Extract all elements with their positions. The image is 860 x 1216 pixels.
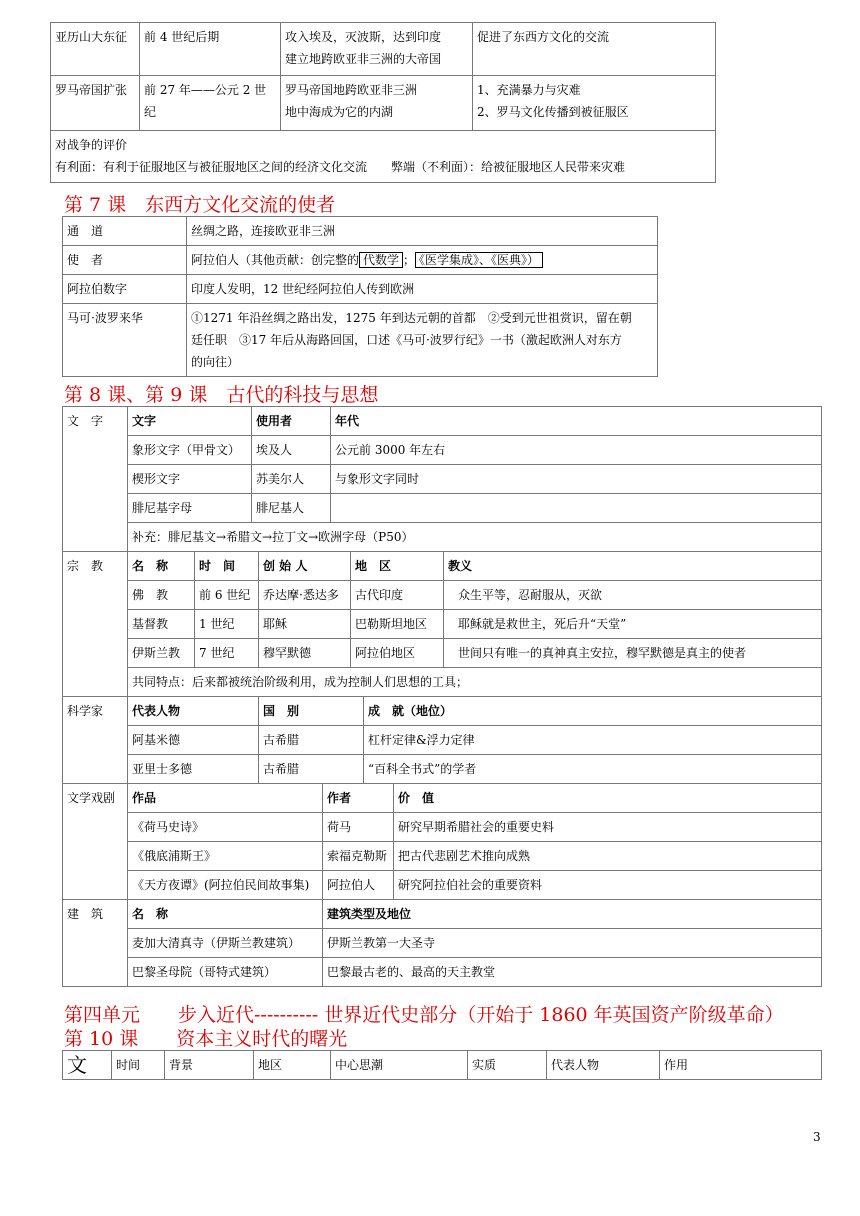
line: 1、充满暴力与灾难 xyxy=(477,83,581,97)
cell: 《荷马史诗》 xyxy=(128,813,323,842)
cell: 古希腊 xyxy=(259,726,364,755)
cell: 建筑类型及地位 xyxy=(323,900,822,929)
cell: 腓尼基字母 xyxy=(128,494,252,523)
cell: 亚历山大东征 xyxy=(51,23,140,76)
cell: 1 世纪 xyxy=(195,610,259,639)
cell: 把古代悲剧艺术推向成熟 xyxy=(394,842,822,871)
line: 建立地跨欧亚非三洲的大帝国 xyxy=(285,52,442,66)
cell: 文 xyxy=(63,1051,112,1080)
table-row xyxy=(128,929,821,958)
cell: 《俄底浦斯王》 xyxy=(128,842,323,871)
cell: “百科全书式”的学者 xyxy=(364,755,822,784)
table-row xyxy=(128,639,821,668)
lesson-7-table xyxy=(62,216,658,377)
sub-table xyxy=(128,784,821,899)
section-label: 宗 教 xyxy=(63,552,128,697)
cell: 阿拉伯人 xyxy=(323,871,394,900)
boxed-text: 《医学集成》、《医典》） xyxy=(415,252,543,268)
table-row xyxy=(63,552,822,697)
text: ； xyxy=(403,253,416,267)
cell: 与象形文字同时 xyxy=(331,465,822,494)
cell: 基督教 xyxy=(128,610,195,639)
table-row xyxy=(128,552,821,581)
cell xyxy=(473,23,716,76)
cell: 通 道 xyxy=(63,217,187,246)
cell: 前 6 世纪 xyxy=(195,581,259,610)
cell: 年代 xyxy=(331,407,822,436)
cell: 代表人物 xyxy=(128,697,259,726)
cell: 伊斯兰教 xyxy=(128,639,195,668)
cell: 亚里士多德 xyxy=(128,755,259,784)
cell: 伊斯兰教第一大圣寺 xyxy=(323,929,822,958)
cell: 苏美尔人 xyxy=(252,465,331,494)
eval-text: 有利面：有利于征服地区与被征服地区之间的经济文化交流 弊端（不利面）：给被征服地区人民带来灾难 xyxy=(55,160,626,174)
cell: 麦加大清真寺（伊斯兰教建筑） xyxy=(128,929,323,958)
cell: 使用者 xyxy=(252,407,331,436)
table-row xyxy=(128,697,821,726)
cell: 背景 xyxy=(165,1051,254,1080)
cell: 马可·波罗来华 xyxy=(63,304,187,377)
cell: 文字 xyxy=(128,407,252,436)
cell: 作品 xyxy=(128,784,323,813)
cell: 7 世纪 xyxy=(195,639,259,668)
table-row xyxy=(51,131,716,183)
sub-table xyxy=(128,552,821,696)
table-row xyxy=(63,217,658,246)
table-row xyxy=(128,465,821,494)
section-label: 建 筑 xyxy=(63,900,128,987)
table-row xyxy=(128,668,821,697)
table-row xyxy=(128,523,821,552)
table-row xyxy=(63,900,822,987)
cell xyxy=(281,23,473,76)
table-row xyxy=(63,407,822,552)
eval-title: 对战争的评价 xyxy=(55,138,128,152)
table-row xyxy=(128,813,821,842)
cell: 研究早期希腊社会的重要史料 xyxy=(394,813,822,842)
cell: 乔达摩·悉达多 xyxy=(259,581,351,610)
boxed-text: 代数学 xyxy=(359,252,403,268)
table-row xyxy=(128,581,821,610)
cell: 使 者 xyxy=(63,246,187,275)
cell xyxy=(331,494,822,523)
cell: 前 4 世纪后期 xyxy=(140,23,281,76)
cell: 佛 教 xyxy=(128,581,195,610)
line: ①1271 年沿丝绸之路出发，1275 年到达元朝的首都 ②受到元世祖赏识，留在朝 xyxy=(191,311,632,325)
cell: 价 值 xyxy=(394,784,822,813)
unit-4-heading: 第四单元 步入近代---------- 世界近代史部分（开始于 1860 年英国资产阶级革命） xyxy=(64,1004,784,1026)
table-row xyxy=(128,610,821,639)
table-row xyxy=(51,23,716,76)
cell: 作用 xyxy=(660,1051,822,1080)
section-label: 科学家 xyxy=(63,697,128,784)
cell xyxy=(51,131,716,183)
cell: 国 别 xyxy=(259,697,364,726)
cell: 耶稣就是救世主，死后升“天堂” xyxy=(444,610,822,639)
line: 廷任职 ③17 年后从海路回国，口述《马可·波罗行纪》一书（激起欧洲人对东方 xyxy=(191,333,622,347)
cell: 代表人物 xyxy=(547,1051,660,1080)
table-row xyxy=(63,246,658,275)
table-row xyxy=(63,1051,822,1080)
cell: 教义 xyxy=(444,552,822,581)
cell: 荷马 xyxy=(323,813,394,842)
cell xyxy=(187,304,658,377)
table-row xyxy=(63,697,822,784)
table-row xyxy=(128,726,821,755)
cell: 阿拉伯数字 xyxy=(63,275,187,304)
lesson-8-9-table xyxy=(62,406,822,987)
page-number: 3 xyxy=(813,1130,821,1144)
cell: 成 就（地位） xyxy=(364,697,822,726)
line: 2、罗马文化传播到被征服区 xyxy=(477,105,629,119)
cell: 丝绸之路，连接欧亚非三洲 xyxy=(187,217,658,246)
cell: 《天方夜谭》(阿拉伯民间故事集) xyxy=(128,871,323,900)
cell: 阿基米德 xyxy=(128,726,259,755)
cell: 古希腊 xyxy=(259,755,364,784)
cell: 索福克勒斯 xyxy=(323,842,394,871)
table-row xyxy=(63,784,822,900)
table-row xyxy=(128,900,821,929)
line: 促进了东西方文化的交流 xyxy=(477,30,610,44)
sub-table xyxy=(128,407,821,551)
cell: 巴勒斯坦地区 xyxy=(351,610,444,639)
note: 补充：腓尼基文→希腊文→拉丁文→欧洲字母（P50） xyxy=(132,530,414,544)
cell: 名 称 xyxy=(128,900,323,929)
lesson-8-9-heading: 第 8 课、第 9 课 古代的科技与思想 xyxy=(64,384,379,406)
cell: 中心思潮 xyxy=(331,1051,468,1080)
cell: 实质 xyxy=(468,1051,547,1080)
note: 共同特点：后来都被统治阶级利用，成为控制人们思想的工具； xyxy=(132,675,469,689)
line: 攻入埃及，灭波斯，达到印度 xyxy=(285,30,442,44)
table-row xyxy=(128,436,821,465)
cell: 研究阿拉伯社会的重要资料 xyxy=(394,871,822,900)
cell: 罗马帝国扩张 xyxy=(51,76,140,131)
cell: 杠杆定律&浮力定律 xyxy=(364,726,822,755)
cell xyxy=(128,784,822,900)
cell: 阿拉伯地区 xyxy=(351,639,444,668)
sub-table xyxy=(128,900,821,986)
table-row xyxy=(128,871,821,900)
cell: 名 称 xyxy=(128,552,195,581)
cell: 穆罕默德 xyxy=(259,639,351,668)
section-label: 文 字 xyxy=(63,407,128,552)
cell: 创 始 人 xyxy=(259,552,351,581)
table-row xyxy=(128,958,821,987)
sub-table xyxy=(128,697,821,783)
cell: 时间 xyxy=(112,1051,165,1080)
table-row xyxy=(128,494,821,523)
cell: 公元前 3000 年左右 xyxy=(331,436,822,465)
cell xyxy=(473,76,716,131)
lesson-7-heading: 第 7 课 东西方文化交流的使者 xyxy=(64,194,336,216)
cell xyxy=(128,407,822,552)
table-row xyxy=(51,76,716,131)
cell: 时 间 xyxy=(195,552,259,581)
cell xyxy=(187,246,658,275)
cell: 腓尼基人 xyxy=(252,494,331,523)
line: 的向往） xyxy=(191,355,240,369)
cell xyxy=(128,900,822,987)
line: 罗马帝国地跨欧亚非三洲 xyxy=(285,83,418,97)
cell: 作者 xyxy=(323,784,394,813)
table-row xyxy=(128,842,821,871)
cell: 埃及人 xyxy=(252,436,331,465)
cell: 众生平等，忍耐服从，灭欲 xyxy=(444,581,822,610)
cell: 耶稣 xyxy=(259,610,351,639)
cell: 地 区 xyxy=(351,552,444,581)
cell xyxy=(128,552,822,697)
table-row xyxy=(128,784,821,813)
cell: 楔形文字 xyxy=(128,465,252,494)
table-row xyxy=(63,304,658,377)
cell: 象形文字（甲骨文） xyxy=(128,436,252,465)
section-label: 文学戏剧 xyxy=(63,784,128,900)
cell: 巴黎最古老的、最高的天主教堂 xyxy=(323,958,822,987)
table-row xyxy=(128,755,821,784)
lesson-10-heading: 第 10 课 资本主义时代的曙光 xyxy=(64,1028,348,1050)
cell: 地区 xyxy=(254,1051,331,1080)
text: 阿拉伯人（其他贡献：创完整的 xyxy=(191,253,360,267)
cell: 前 27 年——公元 2 世纪 xyxy=(140,76,281,131)
lesson-10-table xyxy=(62,1050,822,1080)
cell xyxy=(281,76,473,131)
line: 地中海成为它的内湖 xyxy=(285,105,394,119)
cell xyxy=(128,697,822,784)
table-row xyxy=(63,275,658,304)
cell: 世间只有唯一的真神真主安拉，穆罕默德是真主的使者 xyxy=(444,639,822,668)
table-row xyxy=(128,407,821,436)
cell: 巴黎圣母院（哥特式建筑） xyxy=(128,958,323,987)
cell: 印度人发明，12 世纪经阿拉伯人传到欧洲 xyxy=(187,275,658,304)
cell: 古代印度 xyxy=(351,581,444,610)
war-table xyxy=(50,22,716,183)
